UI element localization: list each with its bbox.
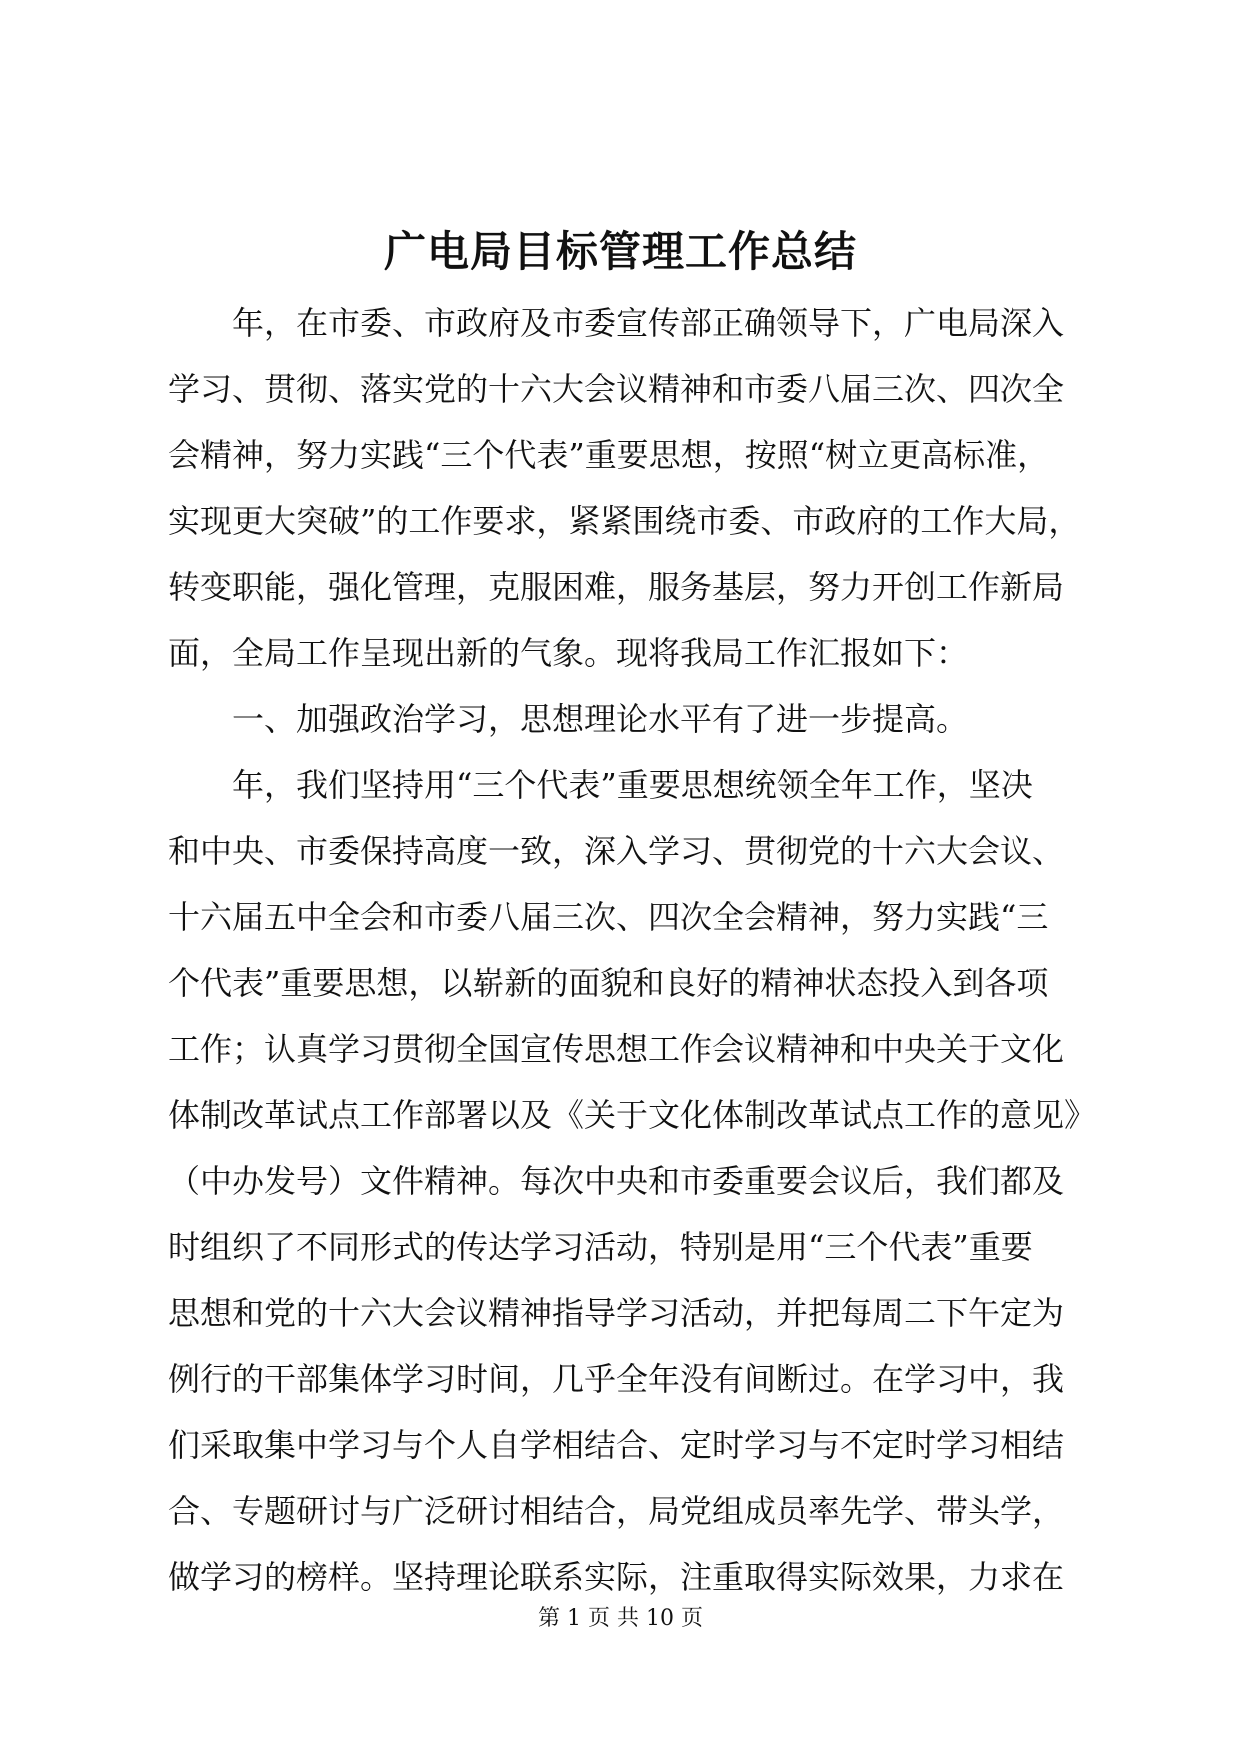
document-title: 广电局目标管理工作总结 [383, 227, 857, 276]
section-heading: 一、加强政治学习，思想理论水平有了进一步提高。 [232, 700, 969, 738]
paragraph-line: 实现更大突破”的工作要求，紧紧围绕市委、市政府的工作大局， [168, 502, 1081, 540]
paragraph-line: 个代表”重要思想，以崭新的面貌和良好的精神状态投入到各项 [168, 964, 1049, 1002]
paragraph-line: 例行的干部集体学习时间，几乎全年没有间断过。在学习中，我 [168, 1360, 1065, 1398]
paragraph-line: 们采取集中学习与个人自学相结合、定时学习与不定时学习相结 [168, 1426, 1065, 1464]
paragraph-line: 做学习的榜样。坚持理论联系实际，注重取得实际效果，力求在 [168, 1558, 1065, 1596]
paragraph-line: 十六届五中全会和市委八届三次、四次全会精神，努力实践“三 [168, 898, 1049, 936]
paragraph-line: （中办发号）文件精神。每次中央和市委重要会议后，我们都及 [168, 1162, 1065, 1200]
paragraph-line: 年，我们坚持用“三个代表”重要思想统领全年工作，坚决 [232, 766, 1033, 804]
page-number-footer: 第 1 页 共 10 页 [538, 1606, 703, 1631]
paragraph-line: 转变职能，强化管理，克服困难，服务基层，努力开创工作新局 [168, 568, 1065, 606]
document-body [168, 290, 1097, 1610]
paragraph-line: 面，全局工作呈现出新的气象。现将我局工作汇报如下： [168, 634, 969, 672]
paragraph-line: 学习、贯彻、落实党的十六大会议精神和市委八届三次、四次全 [168, 370, 1065, 408]
paragraph-line: 思想和党的十六大会议精神指导学习活动，并把每周二下午定为 [168, 1294, 1065, 1332]
paragraph-line: 年，在市委、市政府及市委宣传部正确领导下，广电局深入 [232, 304, 1065, 342]
paragraph-line: 工作；认真学习贯彻全国宣传思想工作会议精神和中央关于文化 [168, 1030, 1065, 1068]
paragraph-line: 和中央、市委保持高度一致，深入学习、贯彻党的十六大会议、 [168, 832, 1065, 870]
paragraph-line: 体制改革试点工作部署以及《关于文化体制改革试点工作的意见》 [168, 1096, 1097, 1134]
paragraph-line: 时组织了不同形式的传达学习活动，特别是用“三个代表”重要 [168, 1228, 1033, 1266]
paragraph-line: 合、专题研讨与广泛研讨相结合，局党组成员率先学、带头学， [168, 1492, 1065, 1530]
paragraph-line: 会精神，努力实践“三个代表”重要思想，按照“树立更高标准， [168, 436, 1050, 474]
